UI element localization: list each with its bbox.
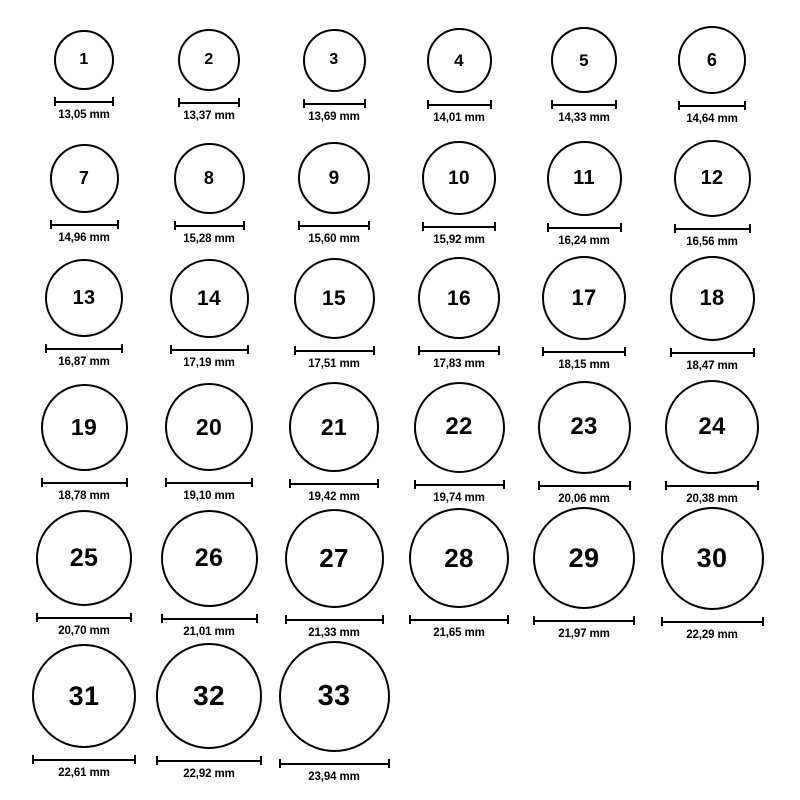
diameter-value-label: 17,83 mm [433,358,485,370]
measure-line [174,225,245,227]
ring-circle [41,384,128,471]
diameter-value-label: 13,69 mm [308,110,360,123]
ring-size-cell [652,380,772,505]
ring-size-cell [399,508,519,639]
measure-tick-right-icon [490,100,492,109]
ring-size-cell [652,140,772,248]
ring-size-cell [524,141,644,247]
ring-circle [422,141,496,215]
diameter-value-label: 17,19 mm [183,356,235,369]
measure-tick-left-icon [156,756,158,765]
measure-tick-right-icon [364,99,366,108]
measure-tick-left-icon [414,480,416,489]
diameter-value-label: 21,01 mm [183,625,235,638]
ring-size-label: 27 [319,543,349,573]
ring-size-label: 2 [204,51,214,68]
diameter-value-label: 14,33 mm [558,112,610,124]
ring-circle [289,382,379,472]
measure-tick-left-icon [285,615,287,624]
measure-tick-left-icon [665,481,667,490]
measure-tick-left-icon [165,478,167,487]
measure-line [170,349,249,351]
ring-size-label: 29 [568,542,600,573]
measure-line [54,101,114,103]
diameter-measure-bar [670,348,755,357]
measure-line [533,620,635,622]
ring-size-label: 6 [706,50,718,70]
diameter-measure-bar [422,222,496,231]
ring-size-cell [274,29,394,123]
diameter-value-label: 16,24 mm [558,234,610,247]
measure-tick-right-icon [494,222,496,231]
ring-size-label: 22 [445,413,473,440]
measure-tick-left-icon [36,613,38,622]
ring-size-cell [652,26,772,125]
diameter-measure-bar [294,346,375,355]
measure-line [303,103,366,105]
measure-tick-left-icon [32,755,34,764]
ring-circle [298,142,370,214]
measure-tick-right-icon [388,759,390,768]
ring-size-cell [149,383,269,502]
ring-size-cell [524,256,644,371]
ring-size-label: 9 [328,167,340,189]
ring-circle [661,507,764,610]
measure-tick-right-icon [498,346,500,355]
measure-tick-left-icon [279,759,281,768]
ring-circle [174,143,245,214]
measure-line [45,348,123,350]
measure-line [538,485,631,487]
ring-size-label: 28 [444,543,474,573]
ring-circle [285,509,384,608]
diameter-measure-bar [542,347,626,356]
ring-size-cell [149,143,269,245]
measure-line [409,619,509,621]
measure-line [670,352,755,354]
measure-line [161,618,258,620]
diameter-measure-bar [665,481,759,490]
measure-tick-right-icon [757,481,759,490]
diameter-measure-bar [54,97,114,106]
diameter-value-label: 14,01 mm [433,111,485,124]
measure-tick-left-icon [533,616,535,625]
diameter-value-label: 16,87 mm [58,356,110,368]
diameter-value-label: 13,37 mm [183,110,235,122]
ring-circle [409,508,509,608]
ring-size-label: 32 [193,680,225,711]
measure-tick-left-icon [289,479,291,488]
diameter-value-label: 18,47 mm [686,359,738,372]
measure-tick-left-icon [418,346,420,355]
measure-tick-left-icon [547,223,549,232]
measure-tick-right-icon [382,615,384,624]
measure-tick-right-icon [615,100,617,109]
ring-circle [50,144,119,213]
ring-circle [279,641,390,752]
ring-size-cell [399,141,519,246]
diameter-value-label: 16,56 mm [686,235,738,248]
diameter-value-label: 19,10 mm [183,490,235,502]
measure-tick-left-icon [294,346,296,355]
measure-tick-right-icon [256,614,258,623]
ring-circle [414,382,505,473]
ring-circle [45,259,123,337]
ring-size-cell [24,144,144,244]
ring-size-label: 7 [78,168,90,188]
ring-size-label: 15 [322,286,346,310]
ring-circle [551,27,617,93]
measure-line [298,225,370,227]
ring-size-cell [149,643,269,780]
measure-tick-right-icon [633,616,635,625]
ring-size-label: 1 [79,51,89,68]
ring-circle [165,383,253,471]
ring-circle [178,29,240,91]
measure-tick-left-icon [41,478,43,487]
ring-size-label: 3 [329,51,339,68]
ring-size-cell [24,259,144,368]
measure-tick-left-icon [678,101,680,110]
ring-size-cell [652,256,772,372]
diameter-measure-bar [298,221,370,230]
ring-circle [674,140,751,217]
measure-line [427,104,492,106]
diameter-value-label: 20,38 mm [686,493,738,505]
ring-size-cell [149,29,269,122]
measure-line [41,482,128,484]
diameter-measure-bar [170,345,249,354]
measure-tick-left-icon [170,345,172,354]
ring-size-cell [524,27,644,124]
ring-size-cell [524,507,644,640]
measure-tick-right-icon [762,617,764,626]
measure-tick-right-icon [247,345,249,354]
measure-tick-left-icon [422,222,424,231]
ring-size-label: 19 [70,413,98,440]
diameter-measure-bar [661,617,764,626]
diameter-measure-bar [678,101,746,110]
measure-line [665,485,759,487]
diameter-measure-bar [178,98,240,107]
diameter-measure-bar [174,221,245,230]
ring-size-label: 10 [448,167,470,189]
measure-line [422,226,496,228]
measure-tick-right-icon [130,613,132,622]
measure-tick-right-icon [624,347,626,356]
measure-tick-right-icon [134,755,136,764]
measure-tick-left-icon [674,224,676,233]
ring-size-label: 13 [72,287,96,309]
diameter-measure-bar [427,100,492,109]
ring-size-cell [274,258,394,370]
diameter-value-label: 23,94 mm [308,770,360,783]
diameter-value-label: 17,51 mm [308,357,360,370]
ring-size-cell [274,509,394,639]
measure-tick-left-icon [538,481,540,490]
ring-size-label: 17 [571,285,597,310]
ring-circle [36,510,132,606]
ring-size-label: 11 [573,167,595,189]
measure-line [674,228,751,230]
measure-line [32,759,136,761]
diameter-measure-bar [409,615,509,624]
measure-tick-left-icon [542,347,544,356]
measure-tick-left-icon [670,348,672,357]
measure-tick-left-icon [54,97,56,106]
measure-line [36,617,132,619]
diameter-value-label: 22,92 mm [183,768,235,780]
measure-tick-right-icon [373,346,375,355]
measure-tick-right-icon [744,101,746,110]
measure-tick-left-icon [661,617,663,626]
diameter-measure-bar [156,756,262,765]
diameter-measure-bar [279,759,390,768]
measure-tick-right-icon [112,97,114,106]
ring-size-label: 14 [197,286,221,310]
ring-size-cell [24,510,144,637]
measure-line [289,483,379,485]
ring-size-cell [24,644,144,779]
measure-line [542,351,626,353]
ring-size-label: 24 [698,413,726,440]
diameter-value-label: 19,42 mm [308,491,360,503]
measure-tick-right-icon [507,615,509,624]
diameter-measure-bar [547,223,622,232]
diameter-measure-bar [285,615,384,624]
ring-circle [533,507,635,609]
diameter-value-label: 22,61 mm [58,767,110,779]
measure-tick-right-icon [117,220,119,229]
measure-tick-right-icon [749,224,751,233]
measure-tick-right-icon [377,479,379,488]
ring-circle [538,381,631,474]
ring-circle [678,26,746,94]
diameter-value-label: 15,28 mm [183,232,235,245]
ring-size-cell [524,381,644,505]
ring-circle [294,258,375,339]
ring-circle [542,256,626,340]
diameter-value-label: 14,96 mm [58,231,110,244]
ring-size-label: 26 [194,543,224,572]
measure-tick-left-icon [50,220,52,229]
ring-size-cell [399,382,519,504]
diameter-value-label: 15,92 mm [433,234,485,246]
diameter-measure-bar [50,220,119,229]
measure-line [50,224,119,226]
measure-tick-left-icon [427,100,429,109]
diameter-measure-bar [538,481,631,490]
diameter-measure-bar [533,616,635,625]
measure-line [279,763,390,765]
ring-size-cell [24,30,144,121]
measure-tick-left-icon [298,221,300,230]
diameter-measure-bar [674,224,751,233]
measure-line [418,350,500,352]
measure-tick-left-icon [303,99,305,108]
diameter-value-label: 19,74 mm [433,491,485,504]
diameter-value-label: 14,64 mm [686,113,738,125]
measure-tick-left-icon [45,344,47,353]
measure-line [661,621,764,623]
ring-size-cell [652,507,772,641]
diameter-value-label: 18,78 mm [58,489,110,502]
measure-line [551,104,617,106]
ring-circle [670,256,755,341]
ring-size-cell [399,28,519,124]
diameter-value-label: 13,05 mm [58,109,110,121]
diameter-measure-bar [161,614,258,623]
diameter-measure-bar [45,344,123,353]
ring-size-cell [274,382,394,503]
diameter-measure-bar [32,755,136,764]
measure-tick-right-icon [503,480,505,489]
diameter-measure-bar [418,346,500,355]
measure-tick-left-icon [551,100,553,109]
ring-circle [665,380,759,474]
measure-tick-right-icon [753,348,755,357]
ring-size-label: 8 [203,168,215,188]
measure-tick-right-icon [238,98,240,107]
ring-size-cell [149,259,269,369]
ring-circle [170,259,249,338]
ring-circle [32,644,136,748]
ring-circle [418,257,500,339]
diameter-value-label: 20,06 mm [558,492,610,505]
measure-tick-left-icon [178,98,180,107]
diameter-value-label: 21,97 mm [558,628,610,640]
ring-size-cell [399,257,519,370]
ring-size-label: 25 [69,543,99,572]
ring-size-cell [274,142,394,245]
measure-line [285,619,384,621]
ring-size-cell [274,641,394,783]
diameter-measure-bar [551,100,617,109]
measure-tick-right-icon [260,756,262,765]
ring-circle [161,510,258,607]
diameter-value-label: 18,15 mm [558,359,610,371]
ring-size-label: 21 [320,413,348,440]
measure-tick-right-icon [121,344,123,353]
ring-circle [156,643,262,749]
ring-size-cell [24,384,144,502]
ring-size-label: 23 [570,413,598,440]
diameter-measure-bar [289,479,379,488]
diameter-value-label: 15,60 mm [308,233,360,245]
diameter-measure-bar [36,613,132,622]
ring-circle [54,30,114,90]
measure-line [165,482,253,484]
ring-size-label: 4 [454,50,464,70]
measure-tick-right-icon [251,478,253,487]
measure-line [414,484,505,486]
diameter-value-label: 22,29 mm [686,628,738,641]
ring-size-label: 30 [696,542,728,573]
ring-size-label: 5 [579,50,589,70]
diameter-measure-bar [303,99,366,108]
measure-tick-right-icon [629,481,631,490]
measure-line [678,105,746,107]
measure-line [178,102,240,104]
ring-size-label: 12 [700,167,724,189]
measure-tick-left-icon [161,614,163,623]
measure-line [294,350,375,352]
measure-tick-left-icon [409,615,411,624]
ring-circle [547,141,622,216]
ring-size-label: 20 [195,413,223,440]
measure-tick-right-icon [368,221,370,230]
measure-line [547,227,622,229]
ring-size-cell [149,510,269,638]
ring-circle [303,29,366,92]
diameter-value-label: 21,65 mm [433,627,485,639]
measure-tick-right-icon [620,223,622,232]
diameter-measure-bar [165,478,253,487]
ring-size-label: 33 [317,679,351,712]
measure-tick-right-icon [126,478,128,487]
ring-circle [427,28,492,93]
ring-size-label: 18 [699,285,725,310]
ring-size-label: 16 [447,286,471,310]
measure-tick-right-icon [243,221,245,230]
diameter-measure-bar [414,480,505,489]
diameter-value-label: 21,33 mm [308,626,360,639]
measure-tick-left-icon [174,221,176,230]
diameter-measure-bar [41,478,128,487]
measure-line [156,760,262,762]
ring-size-label: 31 [68,680,100,711]
diameter-value-label: 20,70 mm [58,625,110,637]
